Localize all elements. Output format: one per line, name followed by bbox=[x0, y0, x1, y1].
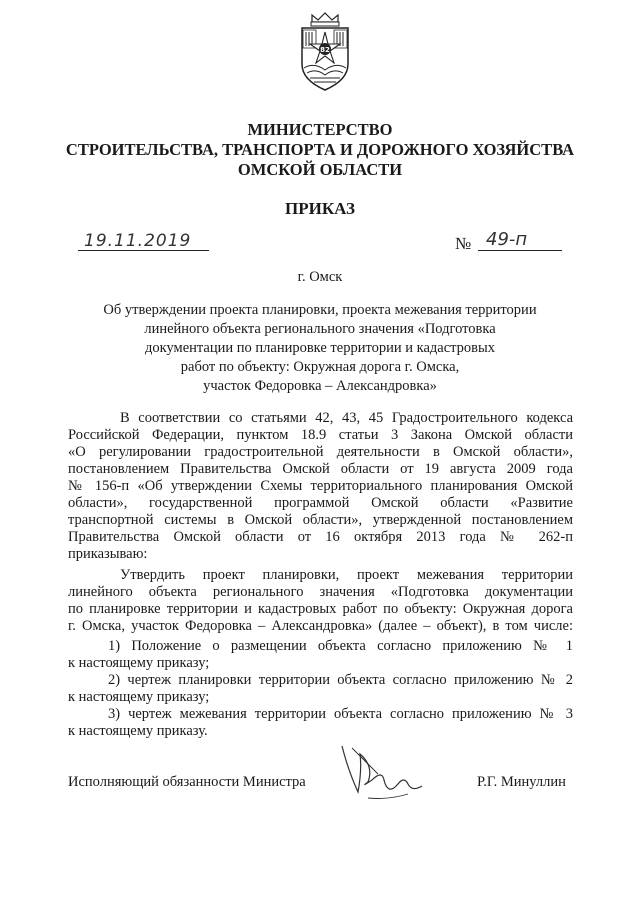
order-number: 49-п bbox=[478, 229, 562, 251]
body-line: г. Омска, участок Федоровка – Александровка» (далее – объект), в том числе: bbox=[68, 618, 573, 634]
order-date: 19.11.2019 bbox=[78, 232, 209, 251]
body-line: транспортной системы в Омской области», утвержденной постановлением bbox=[68, 512, 573, 528]
omsk-region-coat-of-arms-icon bbox=[298, 12, 352, 96]
list-item: 2) чертеж планировки территории объекта согласно приложению № 2 bbox=[108, 672, 573, 688]
order-number-label: № bbox=[455, 234, 472, 253]
body-line: постановлением Правительства Омской области от 19 августа 2009 года bbox=[68, 461, 573, 477]
list-item: 3) чертеж межевания территории объекта согласно приложению № 3 bbox=[108, 706, 573, 722]
subject-line: документации по планировке территории и кадастровых bbox=[145, 340, 495, 356]
list-item: 1) Положение о размещении объекта согласно приложению № 1 bbox=[108, 638, 573, 654]
signatory-position: Исполняющий обязанности Министра bbox=[68, 774, 306, 790]
body-line: Утвердить проект планировки, проект межевания территории bbox=[120, 567, 573, 583]
list-item: к настоящему приказу. bbox=[68, 723, 208, 739]
ministry-name-line-1: МИНИСТЕРСТВО bbox=[247, 120, 393, 139]
list-item: к настоящему приказу; bbox=[68, 655, 210, 671]
body-line: области», государственной программой Омской области «Развитие bbox=[68, 495, 573, 511]
order-city: г. Омск bbox=[297, 269, 343, 285]
subject-line: участок Федоровка – Александровка» bbox=[203, 378, 437, 394]
svg-text:82: 82 bbox=[320, 46, 330, 54]
body-line: «О регулировании градостроительной деятельности в Омской области», bbox=[68, 444, 573, 460]
handwritten-signature-icon bbox=[338, 740, 430, 802]
body-line: В соответствии со статьями 42, 43, 45 Градостроительного кодекса bbox=[120, 410, 573, 426]
subject-line: работ по объекту: Окружная дорога г. Омска, bbox=[180, 359, 460, 375]
body-line: по планировке территории и кадастровых работ по объекту: Окружная дорога bbox=[68, 601, 573, 617]
list-item: к настоящему приказу; bbox=[68, 689, 210, 705]
ministry-name-line-2: СТРОИТЕЛЬСТВА, ТРАНСПОРТА И ДОРОЖНОГО ХОЗЯЙСТВА bbox=[65, 140, 575, 159]
signatory-name: Р.Г. Минуллин bbox=[477, 774, 566, 790]
body-line: приказываю: bbox=[68, 546, 148, 562]
body-line: № 156-п «Об утверждении Схемы территориального планирования Омской bbox=[68, 478, 573, 494]
body-line: линейного объекта регионального значения «Подготовка документации bbox=[68, 584, 573, 600]
subject-line: Об утверждении проекта планировки, проекта межевания территории bbox=[103, 302, 537, 318]
ministry-name-line-3: ОМСКОЙ ОБЛАСТИ bbox=[237, 160, 403, 179]
body-line: Правительства Омской области от 16 октября 2013 года № 262-п bbox=[68, 529, 573, 545]
subject-line: линейного объекта регионального значения «Подготовка bbox=[144, 321, 496, 337]
order-title: ПРИКАЗ bbox=[285, 199, 355, 218]
body-line: Российской Федерации, пунктом 18.9 статьи 3 Закона Омской области bbox=[68, 427, 573, 443]
